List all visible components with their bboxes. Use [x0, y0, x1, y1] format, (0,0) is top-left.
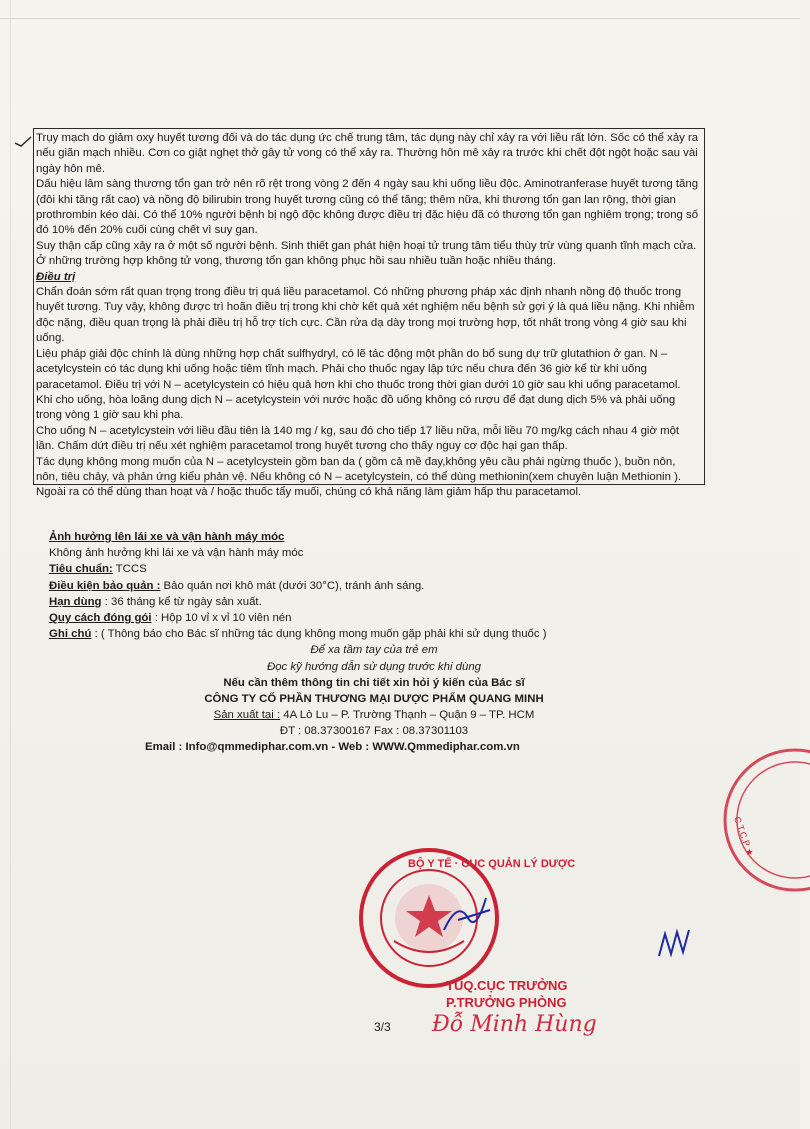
signature-mark	[438, 890, 498, 940]
overdose-section	[36, 131, 699, 501]
company-name: CÔNG TY CỔ PHẦN THƯƠNG MẠI DƯỢC PHẨM QUANG MINH	[204, 693, 544, 706]
note-label: Ghi chú	[49, 628, 92, 641]
page-number: 3/3	[374, 1020, 391, 1034]
treatment-heading: Điều trị	[36, 270, 76, 283]
stamp-text: BỘ Y TẾ · CỤC QUẢN LÝ DƯỢC	[408, 858, 576, 870]
email-web-line: Email : Info@qmmediphar.com.vn - Web : WWW.Qmmediphar.com.vn	[145, 741, 520, 753]
standard-value: TCCS	[112, 563, 147, 576]
paper-edge	[10, 0, 11, 1129]
signatory-position: P.TRƯỞNG PHÒNG	[446, 995, 567, 1010]
shelf-life-value: : 36 tháng kể từ ngày sản xuất.	[101, 595, 262, 608]
standard-label: Tiêu chuẩn:	[49, 563, 113, 576]
paragraph: Liệu pháp giải độc chính là dùng những hợp chất sulfhydryl, có lẽ tác động một phần do bổ sung dự trữ glutathion ở gan. N – acetylcystein có tác dụng khi uống hoặc tiêm tĩnh mạch. Phải cho thuốc ngay lập tức nếu chưa đến 36 giờ kể từ khi uống paracetamol. Điều trị với N – acetylcystein có hiệu quả hơn khi cho thuốc trong thời gian dưới 10 giờ sau khi uống paracetamol. Khi cho uống, hòa loãng dung dịch N – acetylcystein với nước hoặc đồ uống không có rượu để đạt dung dịch 5% và phải uống trong vòng 1 giờ sau khi pha.	[36, 347, 681, 422]
address-label: Sản xuất tại :	[213, 709, 281, 722]
initials-mark	[655, 926, 695, 966]
side-stamp-text: C.T.C.P ★	[732, 815, 756, 858]
paragraph: Cho uống N – acetylcystein với liều đầu tiên là 140 mg / kg, sau đó cho tiếp 17 liều nữa, mỗi liều 70 mg/kg cách nhau 4 giờ một lần. Chấm dứt điều trị nếu xét nghiệm paracetamol trong huyết tương cho thấy nguy cơ độc hại gan thấp.	[36, 424, 680, 453]
side-stamp	[700, 740, 810, 900]
paragraph: Suy thận cấp cũng xảy ra ở một số người bệnh. Sinh thiết gan phát hiện hoại tử trung tâm tiểu thùy trừ vùng quanh tĩnh mạch cửa. Ở những trường hợp không tử vong, thương tổn gan không phục hồi sau nhiều tuần hoặc nhiều tháng.	[36, 239, 697, 268]
warning-ask-doctor: Nếu cần thêm thông tin chi tiết xin hỏi ý kiến của Bác sĩ	[223, 676, 525, 689]
address-value: 4A Lò Lu – P. Trường Thạnh – Quận 9 – TP. HCM	[280, 709, 535, 722]
paper-fold-line	[0, 18, 800, 19]
packaging-value: : Hộp 10 vỉ x vỉ 10 viên nén	[151, 612, 292, 625]
storage-label: Điều kiện bảo quản :	[49, 579, 161, 592]
paragraph: Trụy mạch do giảm oxy huyết tương đối và do tác dụng ức chế trung tâm, tác dụng này chỉ xảy ra với liều rất lớn. Sốc có thể xảy ra nếu giãn mạch nhiều. Cơn co giật nghẹt thở gây tử vong có thể xảy ra. Thường hôn mê xảy ra trước khi chết đột ngột hoặc sau vài ngày hôn mê.	[36, 132, 699, 175]
paragraph: Chẩn đoán sớm rất quan trọng trong điều trị quá liều paracetamol. Có những phương pháp xác định nhanh nồng độ thuốc trong huyết tương. Tuy vậy, không được trì hoãn điều trị trong khi chờ kết quả xét nghiệm nếu bệnh sử gợi ý là quá liều nặng. Khi nhiễm độc nặng, điều quan trọng là phải điều trị hỗ trợ tích cực. Cần rửa dạ dày trong mọi trường hợp, tốt nhất trong vòng 4 giờ sau khi uống.	[36, 286, 695, 345]
storage-value: Bảo quản nơi khô mát (dưới 30°C), tránh ánh sáng.	[160, 579, 425, 592]
driving-heading: Ảnh hưởng lên lái xe và vận hành máy móc	[49, 531, 285, 543]
warning-read-instructions: Đọc kỹ hướng dẫn sử dụng trước khi dùng	[267, 660, 481, 673]
phone-fax: ĐT : 08.37300167 Fax : 08.37301103	[279, 725, 469, 738]
paragraph: Tác dụng không mong muốn của N – acetylcystein gồm ban da ( gồm cả mề đay,không yêu cầu phải ngừng thuốc ), buồn nôn, nôn, tiêu chảy, và phản ứng kiểu phản vệ. Nếu không có N – acetylcystein, có thể dùng methionin(xem chuyên luận Methionin ). Ngoài ra có thể dùng than hoạt và / hoặc thuốc tẩy muối, chúng có khả năng làm giảm hấp thu paracetamol.	[36, 455, 682, 499]
pen-mark-icon	[13, 134, 33, 148]
product-info-section	[49, 529, 699, 740]
signatory-name: Đỗ Minh Hùng	[432, 1012, 597, 1037]
driving-text: Không ảnh hưởng khi lái xe và vận hành máy móc	[49, 547, 304, 560]
paragraph: Dấu hiệu lâm sàng thương tổn gan trở nên rõ rệt trong vòng 2 đến 4 ngày sau khi uống liều độc. Aminotranferase huyết tương tăng (đôi khi tăng rất cao) và nồng độ bilirubin trong huyết tương cũng có thể tăng; thêm nữa, khi thương tổn gan lan rộng, thời gian prothrombin kéo dài. Có thể 10% người bệnh bị ngộ độc không được điều trị đặc hiệu đã có thương tổn gan nghiêm trọng; trong số đó 10% đến 20% cuối cùng chết vì suy gan.	[36, 178, 699, 237]
packaging-label: Quy cách đóng gói	[49, 612, 152, 625]
shelf-life-label: Hạn dùng	[49, 595, 102, 608]
signatory-title: TUQ.CỤC TRƯỞNG	[446, 978, 568, 993]
warning-children: Để xa tầm tay của trẻ em	[310, 644, 438, 657]
note-value: : ( Thông báo cho Bác sĩ những tác dụng không mong muốn gặp phải khi sử dụng thuốc )	[91, 628, 547, 641]
